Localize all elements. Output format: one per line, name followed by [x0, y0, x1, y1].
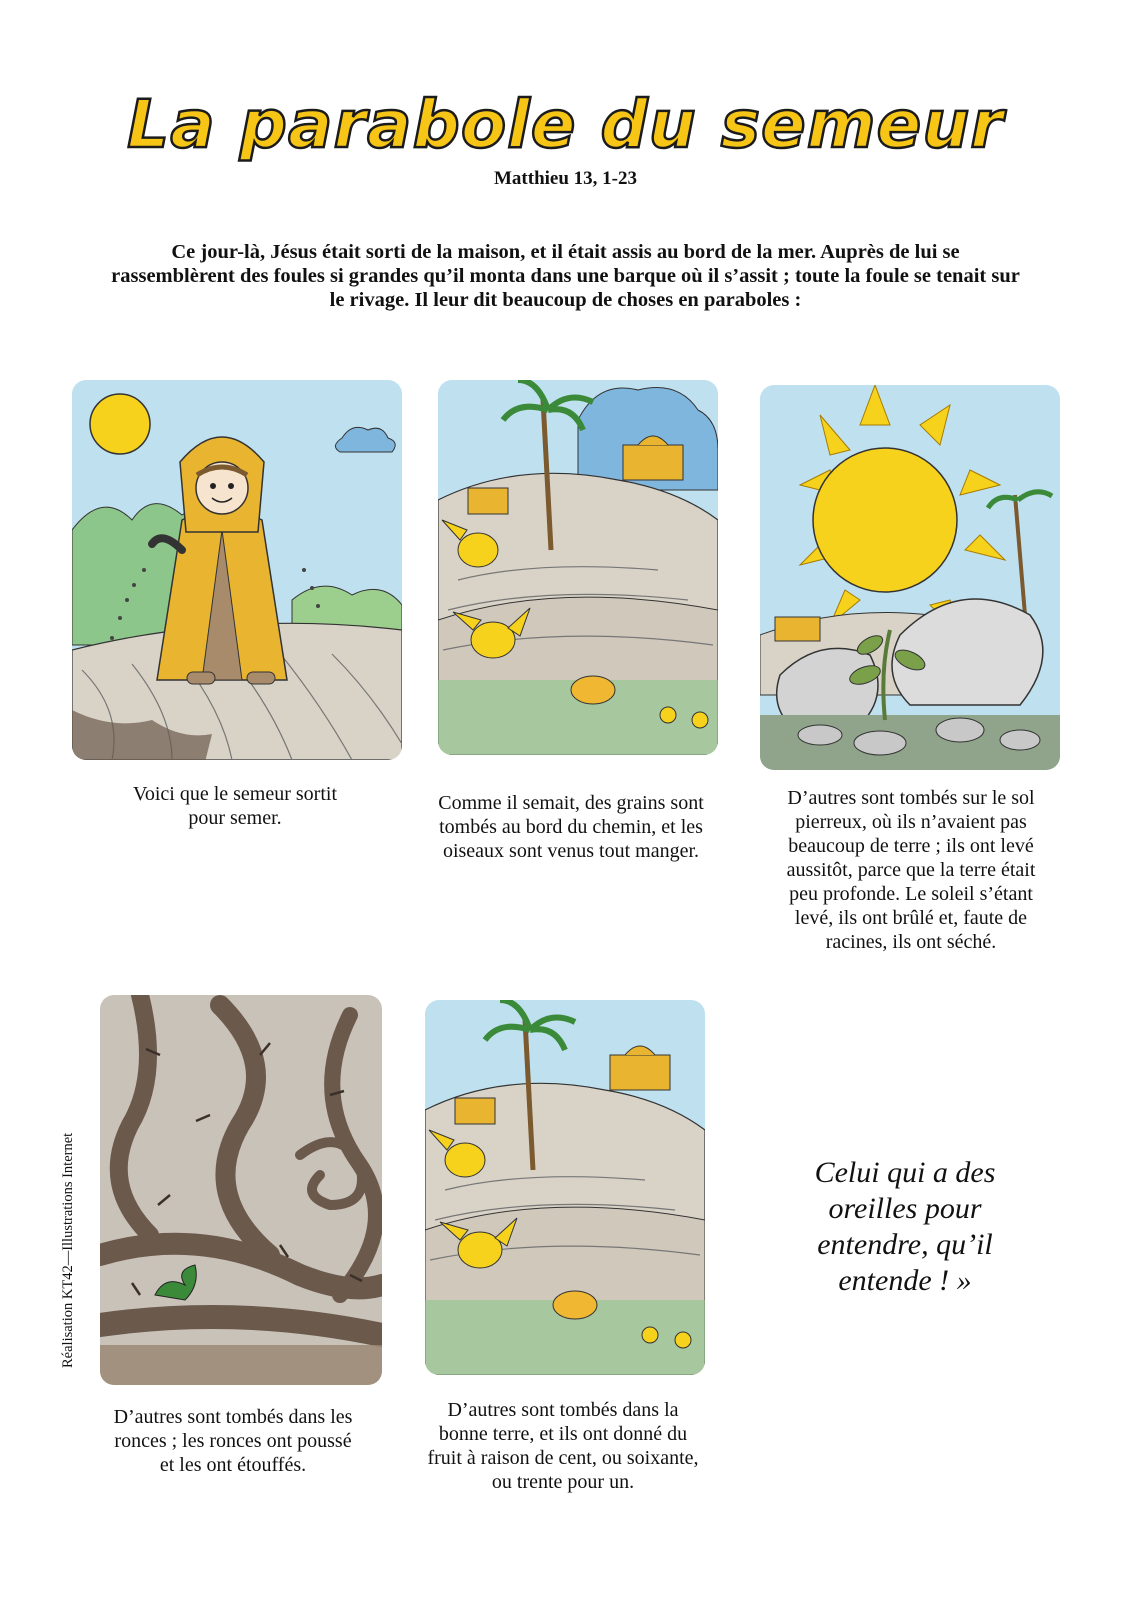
illustration-path-birds — [438, 380, 718, 755]
page-title: La parabole du semeur — [127, 86, 1004, 163]
closing-quote: Celui qui a des oreilles pour entendre, qu’il entende ! » — [814, 1156, 996, 1297]
credit-line: Réalisation KT42—Illustrations Internet — [60, 1132, 76, 1368]
caption-good-soil: D’autres sont tombés dans la bonne terre, et ils ont donné du fruit à raison de cent, ou soixante, ou trente pour un. — [427, 1399, 699, 1493]
illustration-sower — [72, 380, 402, 760]
caption-rocky-ground: D’autres sont tombés sur le sol pierreux, où ils n’avaient pas beaucoup de terre ; ils ont levé aussitôt, parce que la terre était peu profonde. Le soleil s’étant levé, ils ont brûlé et, faute de racines, ils ont séché. — [786, 787, 1036, 953]
caption-path-birds: Comme il semait, des grains sont tombés au bord du chemin, et les oiseaux sont venus tout manger. — [438, 792, 704, 862]
illustration-good-soil — [425, 1000, 705, 1375]
caption-thorns: D’autres sont tombés dans les ronces ; les ronces ont poussé et les ont étouffés. — [113, 1406, 353, 1476]
bible-reference: Matthieu 13, 1-23 — [493, 168, 637, 189]
caption-sower: Voici que le semeur sortit pour semer. — [132, 783, 338, 829]
intro-paragraph: Ce jour-là, Jésus était sorti de la maison, et il était assis au bord de la mer. Auprès de lui se rassemblèrent des foules si grandes qu’il monta dans une barque où il s’assit ; toute la foule se tenait sur le rivage. Il leur dit beaucoup de choses en paraboles : — [111, 241, 1020, 311]
illustration-thorns — [100, 995, 382, 1385]
illustration-rocky-ground — [760, 385, 1060, 770]
